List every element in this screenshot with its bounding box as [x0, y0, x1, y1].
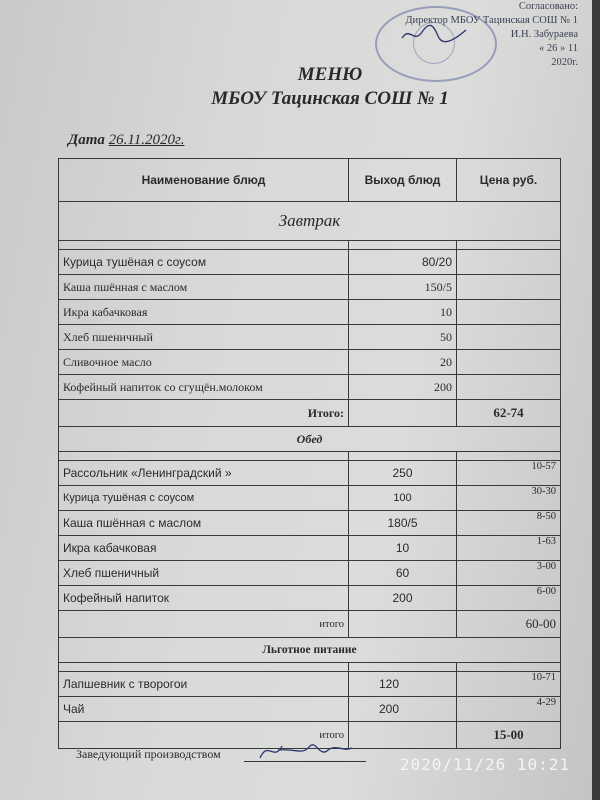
dish-name: Курица тушёная с соусом	[59, 486, 349, 511]
dish-price	[457, 375, 561, 400]
total-label: Итого:	[59, 400, 349, 427]
dish-name: Хлеб пшеничный	[59, 561, 349, 586]
table-row	[59, 250, 561, 275]
approval-year: 2020г.	[551, 57, 578, 68]
dish-price: 8-50	[457, 511, 561, 536]
dish-name: Каша пшённая с маслом	[59, 275, 349, 300]
dish-weight: 150/5	[349, 275, 457, 300]
dish-name: Лапшевник с творогои	[59, 672, 349, 697]
dish-price: 10-57	[457, 461, 561, 486]
total-value: 60-00	[457, 611, 561, 638]
date-label: Дата	[68, 132, 105, 148]
table-row	[59, 461, 561, 486]
dish-price	[457, 300, 561, 325]
table-row	[59, 561, 561, 586]
school-name: МБОУ Тацинская СОШ № 1	[211, 88, 449, 109]
section-breakfast	[59, 202, 561, 241]
total-label: итого	[59, 722, 349, 749]
header-dish: Наименование блюд	[59, 159, 349, 202]
dish-weight: 200	[349, 697, 457, 722]
photo-timestamp: 2020/11/26 10:21	[399, 755, 570, 774]
dish-price: 4-29	[457, 697, 561, 722]
dish-weight: 200	[349, 586, 457, 611]
dish-price	[457, 275, 561, 300]
table-row	[59, 300, 561, 325]
dish-name: Чай	[59, 697, 349, 722]
dish-weight: 80/20	[349, 250, 457, 275]
table-row	[59, 375, 561, 400]
benefit-title: Льготное питание	[59, 638, 561, 663]
table-row	[59, 697, 561, 722]
spacer-row	[59, 663, 561, 672]
total-weight	[349, 400, 457, 427]
dish-name: Хлеб пшеничный	[59, 325, 349, 350]
approval-name: И.Н. Забураева	[510, 29, 578, 40]
date-value: 26.11.2020г.	[108, 132, 185, 148]
dish-weight: 10	[349, 536, 457, 561]
dish-name: Икра кабачковая	[59, 300, 349, 325]
total-weight	[349, 722, 457, 749]
table-row	[59, 486, 561, 511]
menu-table	[58, 158, 561, 749]
dish-weight: 60	[349, 561, 457, 586]
dish-weight: 200	[349, 375, 457, 400]
dish-weight: 250	[349, 461, 457, 486]
dish-weight: 20	[349, 350, 457, 375]
dish-name: Сливочное масло	[59, 350, 349, 375]
dish-weight: 100	[349, 486, 457, 511]
table-row	[59, 325, 561, 350]
table-row	[59, 350, 561, 375]
approval-day: « 26 » 11	[539, 43, 578, 54]
breakfast-title: Завтрак	[59, 202, 561, 241]
total-weight	[349, 611, 457, 638]
dish-name: Курица тушёная с соусом	[59, 250, 349, 275]
spacer-row	[59, 452, 561, 461]
menu-date	[68, 132, 184, 149]
dish-name: Рассольник «Ленинградский »	[59, 461, 349, 486]
dish-price	[457, 350, 561, 375]
page-title: МЕНЮ	[297, 64, 363, 85]
dish-price: 1-63	[457, 536, 561, 561]
dish-price: 30-30	[457, 486, 561, 511]
footer-label: Заведующий производством	[76, 747, 221, 761]
dish-price: 10-71	[457, 672, 561, 697]
lunch-total-row	[59, 611, 561, 638]
table-header-row	[59, 159, 561, 202]
dish-price: 3-00	[457, 561, 561, 586]
dish-weight: 180/5	[349, 511, 457, 536]
section-benefit	[59, 638, 561, 663]
approval-heading: Согласовано:	[518, 1, 578, 12]
dish-name: Кофейный напиток	[59, 586, 349, 611]
dish-name: Кофейный напиток со сгущён.молоком	[59, 375, 349, 400]
header-weight: Выход блюд	[349, 159, 457, 202]
total-label: итого	[59, 611, 349, 638]
dish-weight: 120	[349, 672, 457, 697]
total-value: 15-00	[457, 722, 561, 749]
signature-line	[244, 761, 366, 762]
dish-weight: 10	[349, 300, 457, 325]
spacer-row	[59, 241, 561, 250]
dish-name: Каша пшённая с маслом	[59, 511, 349, 536]
approval-position: Директор МБОУ Тацинская СОШ № 1	[405, 15, 578, 26]
table-row	[59, 511, 561, 536]
dish-name: Икра кабачковая	[59, 536, 349, 561]
section-lunch	[59, 427, 561, 452]
header-price: Цена руб.	[457, 159, 561, 202]
breakfast-total-row	[59, 400, 561, 427]
table-row	[59, 536, 561, 561]
table-row	[59, 586, 561, 611]
total-value: 62-74	[457, 400, 561, 427]
approval-block	[318, 0, 578, 70]
table-row	[59, 275, 561, 300]
lunch-title: Обед	[59, 427, 561, 452]
dish-price	[457, 250, 561, 275]
dish-price	[457, 325, 561, 350]
table-row	[59, 672, 561, 697]
dish-weight: 50	[349, 325, 457, 350]
dish-price: 6-00	[457, 586, 561, 611]
